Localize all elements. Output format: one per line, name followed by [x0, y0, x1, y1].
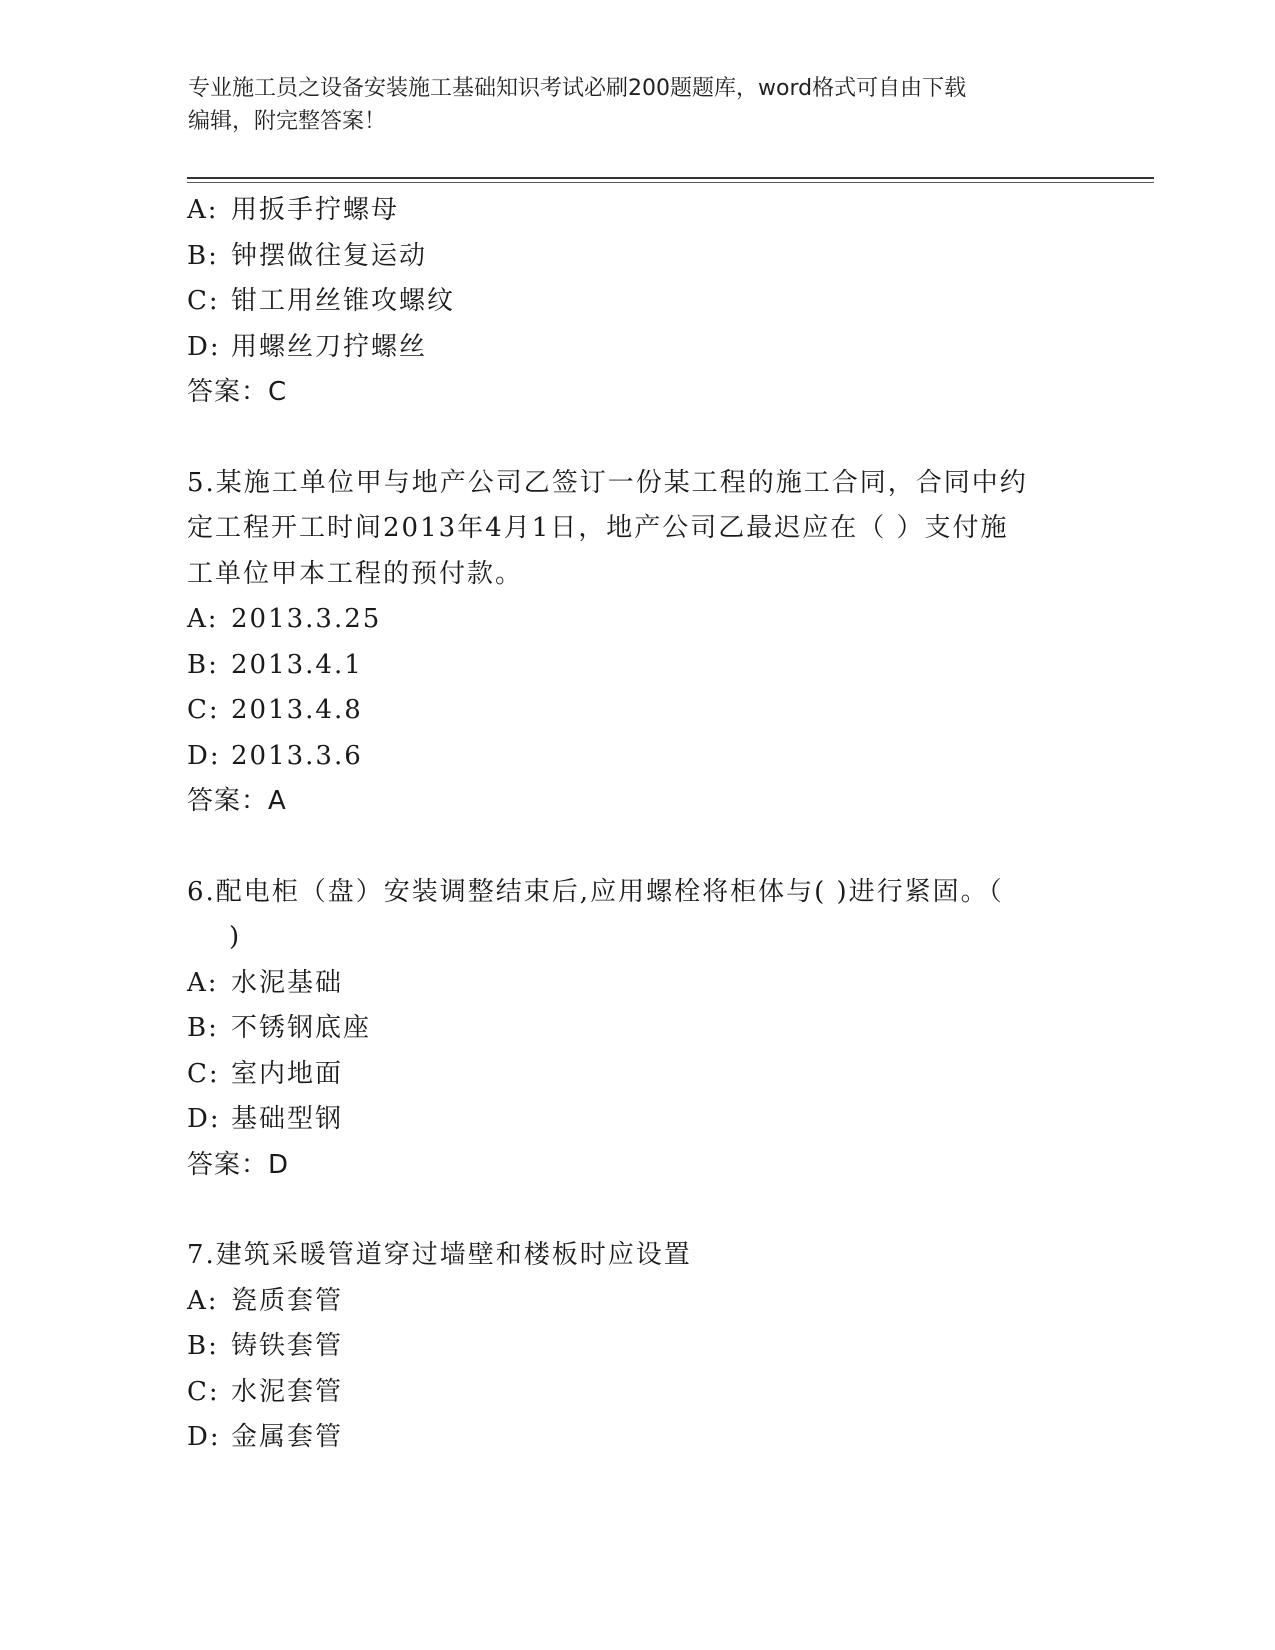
option-text: 铸铁套管 [231, 1331, 344, 1361]
stem-line: 7.建筑采暖管道穿过墙壁和楼板时应设置 [187, 1240, 692, 1270]
option-text: 水泥基础 [231, 967, 344, 998]
stem-line: 6.配电柜（盘）安装调整结束后,应用螺栓将柜体与( )进行紧固。（ [187, 876, 1004, 907]
option-letter: C: [187, 695, 220, 725]
answer-label: 答案：A [187, 786, 287, 816]
option-d [187, 1415, 1067, 1461]
option-text: 室内地面 [231, 1058, 344, 1089]
option-c [187, 1052, 1067, 1098]
option-b [187, 1324, 1067, 1370]
header-divider-thick [187, 177, 1154, 179]
option-letter: B: [187, 649, 219, 680]
stem-line: 定工程开工时间2013年4月1日，地产公司乙最迟应在（ ）支付施 [187, 513, 1009, 543]
question-6 [187, 870, 1067, 1189]
option-b [187, 643, 1067, 689]
question-list [187, 188, 1067, 1461]
option-letter: A: [187, 604, 219, 634]
stem-line: 5.某施工单位甲与地产公司乙签订一份某工程的施工合同，合同中约 [187, 467, 1028, 498]
option-text: 用螺丝刀拧螺丝 [231, 331, 428, 362]
header-divider-thin [187, 182, 1154, 183]
option-text: 金属套管 [231, 1422, 344, 1452]
option-d [187, 1097, 1067, 1143]
option-letter: C: [187, 1058, 220, 1089]
question-5 [187, 461, 1067, 825]
document-header [188, 72, 1088, 138]
option-text: 2013.4.1 [231, 649, 363, 680]
option-letter: D: [187, 740, 221, 771]
option-text: 2013.3.25 [231, 604, 382, 634]
stem-line: 工单位甲本工程的预付款。 [187, 558, 524, 589]
option-letter: A: [187, 195, 219, 225]
option-text: 水泥套管 [231, 1376, 344, 1407]
header-line-2: 编辑，附完整答案！ [188, 109, 387, 134]
option-text: 用扳手拧螺母 [231, 195, 400, 225]
option-a [187, 597, 1067, 643]
option-c [187, 279, 1067, 325]
option-a [187, 961, 1067, 1007]
option-text: 钳工用丝锥攻螺纹 [231, 286, 456, 316]
option-letter: D: [187, 1104, 221, 1134]
option-letter: C: [187, 286, 220, 316]
option-letter: D: [187, 331, 221, 362]
option-c [187, 688, 1067, 734]
option-letter: B: [187, 1013, 219, 1043]
option-b [187, 1006, 1067, 1052]
header-line-1: 专业施工员之设备安装施工基础知识考试必刷200题题库，word格式可自由下载 [188, 76, 967, 101]
option-text: 钟摆做往复运动 [231, 240, 428, 271]
question-stem [187, 1233, 1067, 1279]
answer-label: 答案：D [187, 1149, 290, 1180]
option-c [187, 1370, 1067, 1416]
option-text: 2013.4.8 [231, 695, 363, 725]
option-a [187, 1279, 1067, 1325]
option-letter: C: [187, 1376, 220, 1407]
option-a [187, 188, 1067, 234]
question-stem [187, 461, 1067, 598]
option-letter: A: [187, 1285, 219, 1316]
option-d [187, 734, 1067, 780]
option-d [187, 325, 1067, 371]
option-text: 不锈钢底座 [231, 1013, 372, 1043]
option-text: 2013.3.6 [231, 740, 363, 771]
question-4 [187, 188, 1067, 416]
option-text: 瓷质套管 [231, 1285, 344, 1316]
question-stem [187, 870, 1067, 961]
option-text: 基础型钢 [231, 1104, 344, 1134]
stem-line: ) [229, 922, 242, 952]
option-letter: B: [187, 1331, 219, 1361]
option-letter: D: [187, 1422, 221, 1452]
option-b [187, 234, 1067, 280]
option-letter: A: [187, 967, 219, 998]
option-letter: B: [187, 240, 219, 271]
question-7 [187, 1233, 1067, 1461]
answer-label: 答案：C [187, 377, 288, 407]
